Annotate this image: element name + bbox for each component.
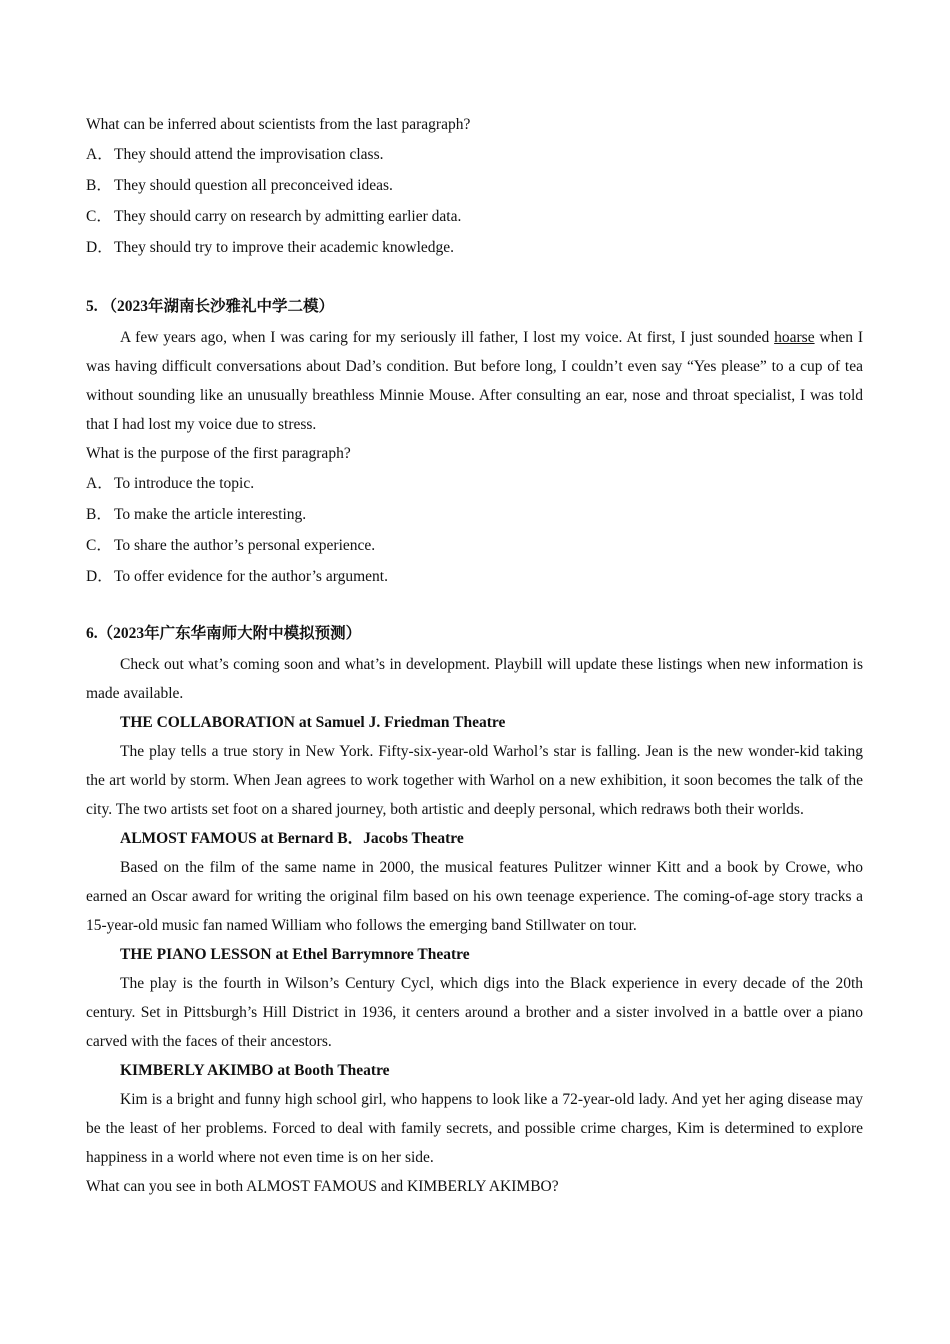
option-a: A．To introduce the topic. [86, 475, 255, 492]
question-heading-5: 5. （2023年湖南长沙雅礼中学二模） [86, 298, 335, 315]
question-block-6 [86, 618, 863, 1201]
section-body-piano-lesson: The play is the fourth in Wilson’s Century Cycl, which digs into the Black experience in every decade of the 20th century. Set in Pittsburgh’s Hill District in 1936, it centers around a brother and a sister involved in a battle over a piano carved with the faces of their ancestors. [86, 975, 863, 1050]
question-text: What is the purpose of the first paragraph? [86, 445, 351, 462]
section-title-almost-famous: ALMOST FAMOUS at Bernard B．Jacobs Theatre [120, 830, 464, 847]
section-title-kimberly-akimbo: KIMBERLY AKIMBO at Booth Theatre [120, 1062, 390, 1079]
option-c: C． They should carry on research by admitting earlier data. [86, 208, 462, 225]
option-d: D．To offer evidence for the author’s argument. [86, 568, 388, 585]
spacer [86, 263, 863, 291]
question-block-5 [86, 291, 863, 592]
question-block-previous [86, 110, 863, 263]
section-body-collaboration: The play tells a true story in New York. Fifty-six-year-old Warhol’s star is falling. Jean is the new wonder-kid taking the art world by storm. When Jean agrees to work together with Warhol on a new exhibition, it soon becomes the talk of the city. The two artists set foot on a shared journey, both artistic and deeply personal, which redraws both their worlds. [86, 743, 863, 818]
document-page [86, 110, 863, 1201]
passage-intro: Check out what’s coming soon and what’s in development. Playbill will update these listings when new information is made available. [86, 656, 863, 702]
question-heading-6: 6.（2023年广东华南师大附中模拟预测） [86, 625, 362, 642]
section-body-almost-famous: Based on the film of the same name in 2000, the musical features Pulitzer winner Kitt and a book by Crowe, who earned an Oscar award for writing the original film based on his own teenage experience. The coming-of-age story tracks a 15-year-old music fan named William who follows the emerging band Stillwater on tour. [86, 859, 863, 934]
question-text: What can you see in both ALMOST FAMOUS and KIMBERLY AKIMBO? [86, 1178, 559, 1195]
option-d: D．They should try to improve their academic knowledge. [86, 239, 455, 256]
section-body-kimberly-akimbo: Kim is a bright and funny high school girl, who happens to look like a 72-year-old lady. And yet her aging disease may be the least of her problems. Forced to deal with family secrets, and possible crime charges, Kim is determined to explore happiness in a world where not even time is on her side. [86, 1091, 863, 1166]
option-a: A．They should attend the improvisation class. [86, 146, 384, 163]
option-b: B． To make the article interesting. [86, 506, 307, 523]
passage-paragraph: A few years ago, when I was caring for my seriously ill father, I lost my voice. At first, I just sounded hoarse when I was having difficult conversations about Dad’s condition. But before long, I couldn’t even say “Yes please” to a cup of tea without sounding like an unusually breathless Minnie Mouse. After consulting an ear, nose and throat specialist, I was told that I had lost my voice due to stress. [86, 329, 863, 433]
section-title-piano-lesson: THE PIANO LESSON at Ethel Barrymnore Theatre [120, 946, 470, 963]
option-b: B． They should question all preconceived ideas. [86, 177, 393, 194]
underlined-word: hoarse [774, 329, 815, 346]
option-c: C． To share the author’s personal experience. [86, 537, 376, 554]
question-text: What can be inferred about scientists from the last paragraph? [86, 116, 471, 133]
section-title-collaboration: THE COLLABORATION at Samuel J. Friedman Theatre [120, 714, 506, 731]
spacer [86, 592, 863, 618]
